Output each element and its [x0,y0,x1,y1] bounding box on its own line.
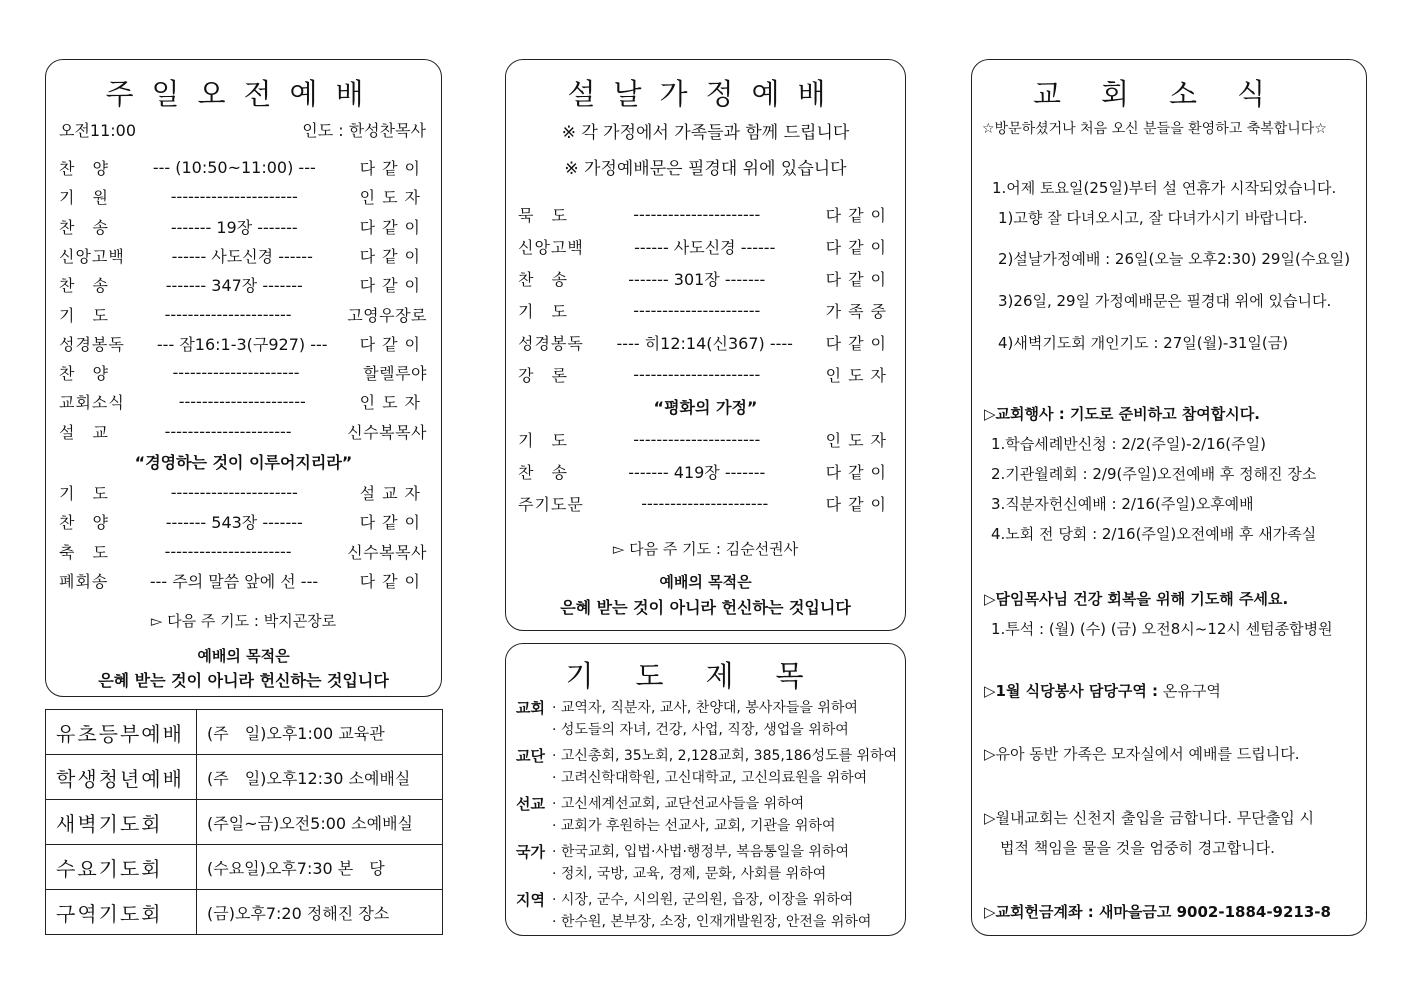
prayer-group-heading: 국가 [516,843,545,861]
sunday-order-row [59,215,427,238]
news-welcome: ☆방문하셨거나 처음 오신 분들을 환영하고 축복합니다☆ [982,121,1327,137]
sunday-order-detail: --- (10:50~11:00) --- [152,158,316,177]
sunday-order-label: 설 교 [59,422,109,442]
newyear-order-row [518,203,893,226]
newyear-order-detail: ---------------------- [633,430,761,449]
news-kitchen [984,680,1221,701]
prayer-line: · 정치, 국방, 교육, 경제, 문화, 사회를 위하여 [552,866,827,882]
sunday-order-person: 다같이 [359,513,427,533]
prayer-line: · 고신총회, 35노회, 2,128교회, 385,186성도를 위하여 [552,748,898,764]
sunday-order-detail: ---------------------- [170,483,298,502]
newyear-order-row [518,267,893,290]
prayer-line: · 시장, 군수, 시의원, 군의원, 읍장, 이장을 위하여 [552,892,854,908]
prayer-title: 기도제목 [565,659,846,693]
news-warning-line2: 법적 책임을 물을 것을 엄중히 경고합니다. [1000,839,1275,857]
newyear-order-detail: ------- 301장 ------- [628,270,766,289]
sunday-order-row [59,244,427,267]
news-item-1: 1.어제 토요일(25일)부터 설 연휴가 시작되었습니다. [992,179,1337,197]
sunday-order-detail: ---------------------- [170,187,298,207]
newyear-order-label: 찬 송 [518,463,568,482]
sunday-order-label: 폐회송 [59,571,109,591]
news-pastor-line: 1.투석 : (월) (수) (금) 오전8시~12시 센텀종합병원 [991,620,1333,638]
newyear-order-row [518,492,893,515]
schedule-name: 학생청년예배 [46,755,197,800]
newyear-purpose-line1: 예배의 목적은 [659,573,752,591]
sunday-order-label: 교회소식 [59,393,125,413]
prayer-line: · 고려신학대학원, 고신대학교, 고신의료원을 위하여 [552,770,868,786]
newyear-order-person: 인도자 [825,431,893,450]
sunday-order-label: 찬 송 [59,217,109,237]
prayer-line: · 고신세계선교회, 교단선교사들을 위하여 [552,796,805,812]
newyear-order-row [518,299,893,322]
news-pastor-heading: ▷담임목사님 건강 회복을 위해 기도해 주세요. [984,590,1289,608]
sunday-order-row [59,540,427,563]
news-account-heading: ▷교회헌금계좌 : [984,903,1094,921]
sunday-order-row [59,510,427,533]
sunday-order-row [59,185,427,208]
prayer-line: · 교회가 후원하는 선교사, 교회, 기관을 위하여 [552,818,836,834]
sunday-order-detail: --- 잠16:1-3(구927) --- [156,334,328,354]
schedule-time: (주일~금)오전5:00 소예배실 [197,800,443,845]
prayer-line: · 성도들의 자녀, 건강, 사업, 직장, 생업을 위하여 [552,722,849,738]
newyear-order-person: 인도자 [825,366,893,385]
schedule-name: 수요기도회 [46,845,197,890]
schedule-row [46,755,443,800]
sunday-order-person: 다같이 [359,217,427,237]
sunday-leader: 인도 : 한성찬목사 [302,121,426,140]
newyear-order-detail: ---------------------- [633,365,761,384]
sunday-order-label: 찬 송 [59,276,109,296]
prayer-group-heading: 교단 [516,747,545,765]
newyear-note2: ※ 가정예배문은 필경대 위에 있습니다 [564,159,847,179]
sunday-order-person: 다같이 [359,276,427,296]
newyear-order-detail: ------ 사도신경 ------ [634,238,776,257]
newyear-order-row [518,363,893,386]
news-item-1-sub1: 1)고향 잘 다녀오시고, 잘 다녀가시기 바랍니다. [998,209,1308,227]
sunday-order-row [59,390,427,413]
sunday-order-detail: ---------------------- [164,541,292,561]
news-kitchen-value: 온유구역 [1162,682,1221,700]
newyear-service-panel [505,59,906,631]
newyear-next-prayer: ▻ 다음 주 기도 : 김순선권사 [612,540,799,558]
sunday-order-detail: ---------------------- [178,392,306,412]
prayer-group-heading: 선교 [516,795,545,813]
newyear-order-detail: ---------------------- [633,301,761,320]
newyear-order-person: 가족중 [825,302,893,321]
newyear-sermon-title: “평화의 가정” [653,398,758,417]
newyear-purpose-line2: 은혜 받는 것이 아니라 헌신하는 것입니다 [560,598,851,617]
sunday-order-detail: ------- 19장 ------- [170,217,298,237]
sunday-order-detail: ---------------------- [172,363,300,383]
schedule-time: (주 일)오후1:00 교육관 [197,710,443,755]
schedule-row [46,890,443,935]
newyear-order-label: 찬 송 [518,270,568,289]
newyear-note1: ※ 각 가정에서 가족들과 함께 드립니다 [561,123,850,143]
newyear-order-detail: ------- 419장 ------- [628,463,766,482]
sunday-order-row [59,481,427,504]
sunday-purpose-line2: 은혜 받는 것이 아니라 헌신하는 것입니다 [98,671,389,690]
sunday-order-label: 성경봉독 [59,334,125,354]
sunday-order-person: 다같이 [359,334,427,354]
newyear-order-detail: ---- 히12:14(신367) ---- [616,334,793,353]
sunday-order-label: 기 도 [59,484,109,503]
prayer-line: · 한국교회, 입법·사법·행정부, 복음통일을 위하여 [552,844,850,860]
prayer-line: · 한수원, 본부장, 소장, 인재개발원장, 안전을 위하여 [552,914,872,930]
news-warning-line1: ▷월내교회는 신천지 출입을 금합니다. 무단출입 시 [984,809,1314,827]
sunday-order-person: 다같이 [359,246,427,266]
sunday-order-row [59,303,427,326]
newyear-order-label: 기 도 [518,431,568,450]
sunday-order-detail: ---------------------- [164,421,292,441]
newyear-order-person: 다같이 [825,463,893,482]
newyear-order-row [518,428,893,451]
schedule-row [46,845,443,890]
newyear-order-detail: ---------------------- [641,494,769,513]
newyear-order-person: 다같이 [825,270,893,289]
sunday-order-detail: ------- 543장 ------- [165,513,303,533]
sunday-order-person: 설교자 [359,484,427,503]
sunday-order-detail: ------ 사도신경 ------ [171,246,313,266]
schedule-time: (금)오후7:20 정해진 장소 [197,890,443,935]
sunday-order-row [59,156,427,179]
news-item-1-sub2: 2)설날가정예배 : 26일(오늘 오후2:30) 29일(수요일) [998,250,1351,268]
news-event-4: 4.노회 전 당회 : 2/16(주일)오전예배 후 새가족실 [991,525,1317,543]
sunday-order-person: 고영우장로 [347,305,427,325]
schedule-name: 새벽기도회 [46,800,197,845]
sunday-order-row [59,361,427,384]
news-event-3: 3.직분자헌신예배 : 2/16(주일)오후예배 [991,495,1254,513]
sunday-order-person: 인도자 [359,188,427,208]
sunday-order-detail: ---------------------- [164,304,292,324]
newyear-order-detail: ---------------------- [633,205,761,224]
news-events-heading: ▷교회행사 : 기도로 준비하고 참여합시다. [984,405,1260,423]
sunday-purpose-line1: 예배의 목적은 [197,647,290,665]
sunday-order-label: 기 원 [59,188,109,208]
sunday-order-detail: --- 주의 말씀 앞에 선 --- [149,571,319,591]
news-account [984,901,1331,922]
schedule-table [45,709,443,935]
sunday-order-label: 찬 양 [59,364,109,384]
newyear-order-label: 신앙고백 [518,238,584,257]
sunday-order-person: 인도자 [359,393,427,413]
schedule-time: (수요일)오후7:30 본 당 [197,845,443,890]
schedule-name: 구역기도회 [46,890,197,935]
newyear-order-person: 다같이 [825,206,893,225]
newyear-order-label: 묵 도 [518,206,568,225]
sunday-service-panel [45,59,442,697]
schedule-row [46,800,443,845]
prayer-line: · 교역자, 직분자, 교사, 찬양대, 봉사자들을 위하여 [552,700,858,716]
newyear-order-label: 성경봉독 [518,334,584,353]
sunday-order-row [59,569,427,592]
schedule-row [46,710,443,755]
sunday-order-row [59,273,427,296]
sunday-order-row [59,420,427,443]
newyear-title: 설날가정예배 [567,77,844,111]
newyear-order-person: 다같이 [825,495,893,514]
sunday-order-label: 찬 양 [59,159,109,178]
newyear-order-person: 다같이 [825,334,893,353]
sunday-order-person: 다같이 [359,571,427,591]
sunday-sermon-title: “경영하는 것이 이루어지리라” [134,453,353,472]
news-infant: ▷유아 동반 가족은 모자실에서 예배를 드립니다. [984,745,1300,763]
newyear-order-row [518,331,893,354]
newyear-order-label: 기 도 [518,302,568,321]
sunday-order-person: 신수복목사 [347,422,427,442]
news-item-1-sub3: 3)26일, 29일 가정예배문은 필경대 위에 있습니다. [998,292,1332,310]
sunday-order-label: 신앙고백 [59,246,125,266]
sunday-order-person: 다같이 [359,159,427,178]
newyear-order-label: 주기도문 [518,495,584,514]
sunday-order-row [59,332,427,355]
sunday-order-label: 찬 양 [59,513,109,533]
news-kitchen-heading: ▷1월 식당봉사 담당구역 : [984,682,1159,700]
schedule-name: 유초등부예배 [46,710,197,755]
sunday-order-person: 할렐루야 [363,364,427,384]
schedule-time: (주 일)오후12:30 소예배실 [197,755,443,800]
news-title: 교회소식 [1032,77,1306,111]
news-item-1-sub4: 4)새벽기도회 개인기도 : 27일(월)-31일(금) [998,334,1289,352]
sunday-order-detail: ------- 347장 ------- [165,276,303,296]
news-event-2: 2.기관월례회 : 2/9(주일)오전예배 후 정해진 장소 [991,465,1317,483]
sunday-order-label: 축 도 [59,542,109,562]
sunday-order-label: 기 도 [59,305,109,325]
newyear-order-row [518,460,893,483]
prayer-group-heading: 교회 [516,699,545,717]
sunday-next-prayer: ▻ 다음 주 기도 : 박지곤장로 [150,612,337,630]
prayer-group-heading: 지역 [516,891,545,909]
sunday-order-person: 신수복목사 [347,542,427,562]
news-account-value: 새마을금고 9002-1884-9213-8 [1098,903,1331,921]
newyear-order-row [518,235,893,258]
sunday-title: 주일오전예배 [105,77,382,111]
news-event-1: 1.학습세례반신청 : 2/2(주일)-2/16(주일) [991,435,1266,453]
newyear-order-person: 다같이 [825,238,893,257]
newyear-order-label: 강 론 [518,366,568,385]
sunday-time: 오전11:00 [59,121,137,140]
